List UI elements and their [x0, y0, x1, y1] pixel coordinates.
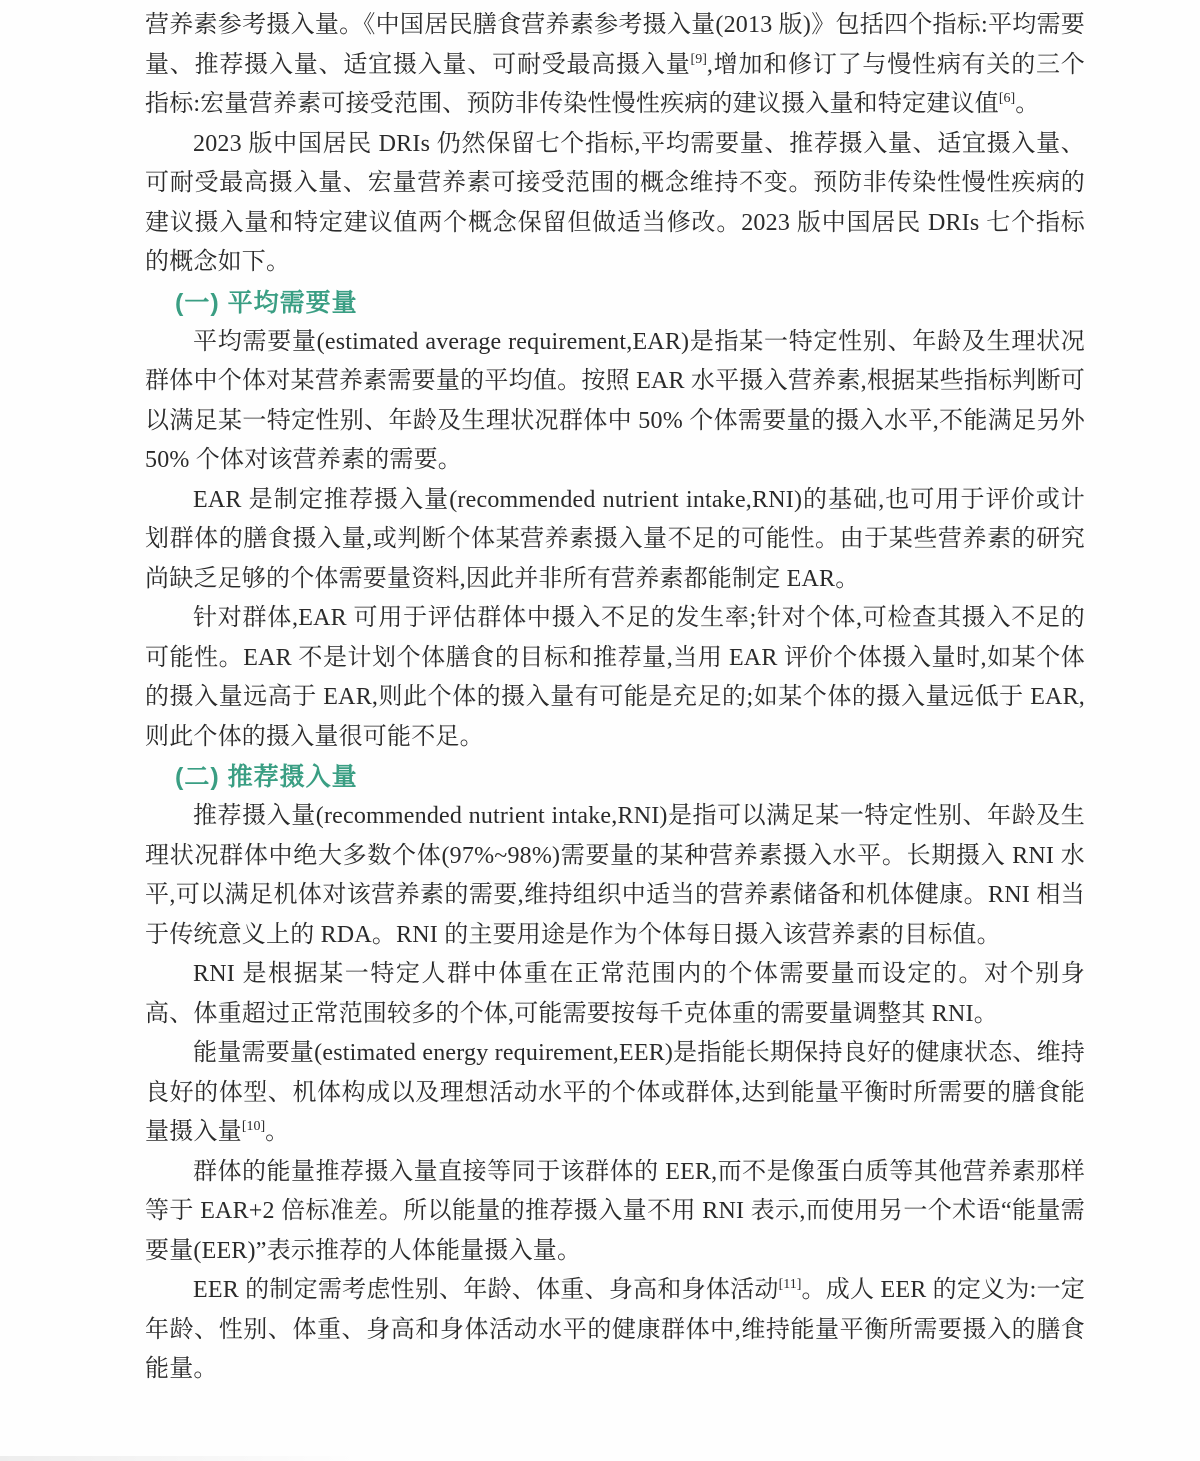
citation-ref: [11] — [778, 1277, 802, 1292]
citation-ref: [6] — [998, 91, 1016, 106]
paragraph: 推荐摄入量(recommended nutrient intake,RNI)是指可以满足某一特定性别、年龄及生理状况群体中绝大多数个体(97%~98%)需要量的某种营养素摄入水平。长期摄入 RNI 水平,可以满足机体对该营养素的需要,维持组织中适当的营养素储备和机体健康。RNI 相当于传统意义上的 RDA。RNI 的主要用途是作为个体每日摄入该营养素的目标值。 — [145, 803, 1085, 948]
paragraph: 能量需要量(estimated energy requirement,EER)是指能长期保持良好的健康状态、维持良好的体型、机体构成以及理想活动水平的个体或群体,达到能量平衡时所需要的膳食能量摄入量[10]。 — [145, 1040, 1085, 1145]
citation-ref: [10] — [241, 1119, 266, 1134]
paragraph: EAR 是制定推荐摄入量(recommended nutrient intake,RNI)的基础,也可用于评价或计划群体的膳食摄入量,或判断个体某营养素摄入量不足的可能性。由于某些营养素的研究尚缺乏足够的个体需要量资料,因此并非所有营养素都能制定 EAR。 — [145, 486, 1085, 592]
paragraph: 平均需要量(estimated average requirement,EAR)是指某一特定性别、年龄及生理状况群体中个体对某营养素需要量的平均值。按照 EAR 水平摄入营养素,根据某些指标判断可以满足某一特定性别、年龄及生理状况群体中 50% 个体需要量的摄入水平,不能满足另外 50% 个体对该营养素的需要。 — [145, 328, 1085, 473]
paragraph: 营养素参考摄入量。《中国居民膳食营养素参考摄入量(2013 版)》包括四个指标:平均需要量、推荐摄入量、适宜摄入量、可耐受最高摄入量[9],增加和修订了与慢性病有关的三个指标:宏量营养素可接受范围、预防非传染性慢性疾病的建议摄入量和特定建议值[6]。 — [145, 12, 1086, 117]
section-heading: (二) 推荐摄入量 — [175, 763, 358, 791]
paragraph: EER 的制定需考虑性别、年龄、体重、身高和身体活动[11]。成人 EER 的定义为:一定年龄、性别、体重、身高和身体活动水平的健康群体中,维持能量平衡所需要摄入的膳食能量。 — [145, 1277, 1086, 1382]
paragraph: RNI 是根据某一特定人群中体重在正常范围内的个体需要量而设定的。对个别身高、体重超过正常范围较多的个体,可能需要按每千克体重的需要量调整其 RNI。 — [145, 961, 1085, 1027]
page-body — [145, 6, 1085, 1390]
paragraph: 针对群体,EAR 可用于评估群体中摄入不足的发生率;针对个体,可检查其摄入不足的可能性。EAR 不是计划个体膳食的目标和推荐量,当用 EAR 评价个体摄入量时,如某个体的摄入量远高于 EAR,则此个体的摄入量有可能是充足的;如某个体的摄入量远低于 EAR,则此个体的摄入量很可能不足。 — [145, 605, 1085, 750]
section-heading: (一) 平均需要量 — [175, 288, 358, 317]
paragraph: 2023 版中国居民 DRIs 仍然保留七个指标,平均需要量、推荐摄入量、适宜摄入量、可耐受最高摄入量、宏量营养素可接受范围的概念维持不变。预防非传染性慢性疾病的建议摄入量和特定建议值两个概念保留但做适当修改。2023 版中国居民 DRIs 七个指标的概念如下。 — [145, 130, 1085, 275]
citation-ref: [9] — [690, 51, 707, 67]
paragraph: 群体的能量推荐摄入量直接等同于该群体的 EER,而不是像蛋白质等其他营养素那样等于 EAR+2 倍标准差。所以能量的推荐摄入量不用 RNI 表示,而使用另一个术语“能量需要量(EER)”表示推荐的人体能量摄入量。 — [145, 1158, 1085, 1264]
scan-edge — [0, 1456, 360, 1461]
